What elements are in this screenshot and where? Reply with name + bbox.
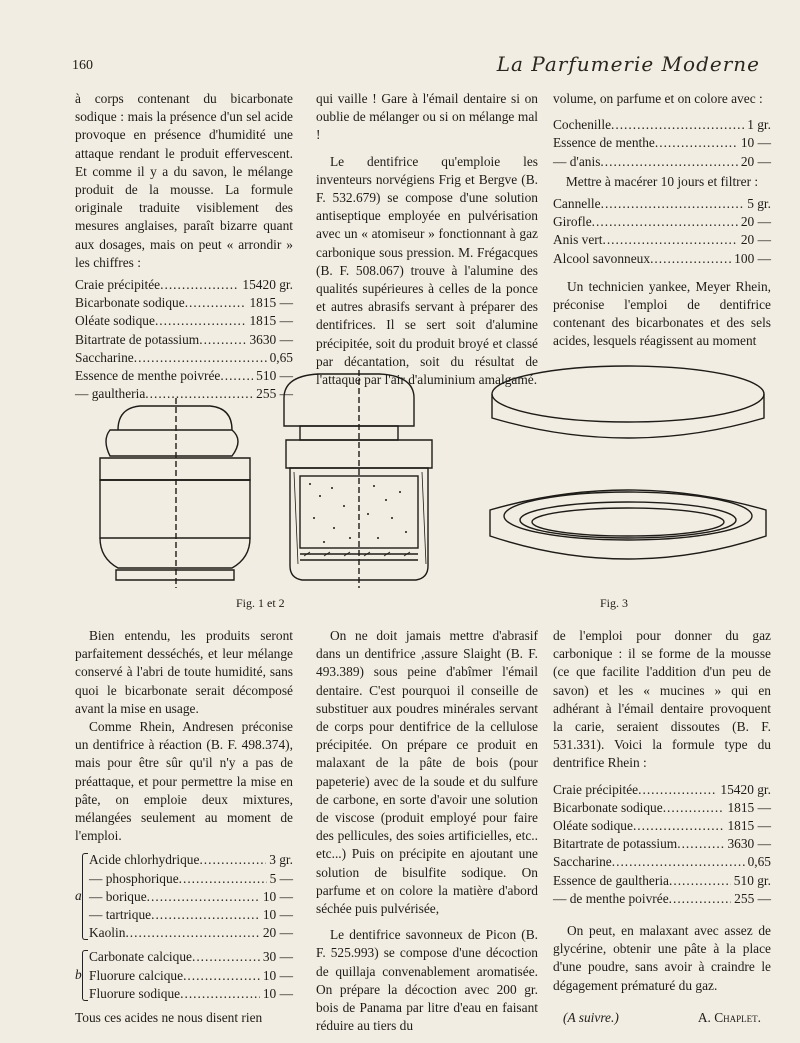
leader-dots bbox=[179, 870, 267, 888]
leader-dots bbox=[160, 276, 239, 294]
leader-dots bbox=[669, 890, 732, 908]
ingredient-amount: 30 — bbox=[262, 949, 293, 965]
paragraph: qui vaille ! Gare à l'émail dentaire si on oublie de mélanger ou si on mélange mal ! bbox=[316, 91, 538, 143]
journal-title: La Parfumerie Moderne bbox=[496, 52, 760, 76]
paragraph: Le dentifrice savonneux de Picon (B. F. 525.993) se compose d'une décoction de quillaja convenablement aromatisée. On prépare la décoction avec 200 gr. bois de Panama par litre d'eau en faisant réduire au tiers du bbox=[316, 927, 538, 1034]
ingredient-amount: 0,65 bbox=[269, 349, 293, 365]
column-2-bottom bbox=[316, 627, 538, 1035]
mixture-b bbox=[75, 948, 293, 1003]
leader-dots bbox=[185, 294, 247, 312]
figure-1-2-drawing bbox=[88, 368, 450, 590]
leader-dots bbox=[601, 195, 745, 213]
ingredient-amount: 1815 — bbox=[249, 313, 293, 329]
recipe-row bbox=[553, 835, 771, 853]
leader-dots bbox=[612, 853, 745, 871]
recipe-list bbox=[89, 851, 293, 942]
recipe-row bbox=[553, 853, 771, 871]
leader-dots bbox=[192, 948, 260, 966]
ingredient-amount: 15420 gr. bbox=[720, 781, 771, 797]
leader-dots bbox=[183, 967, 260, 985]
ingredient-amount: 10 — bbox=[740, 135, 771, 151]
ingredient-name: Saccharine bbox=[553, 854, 612, 870]
author: A. Chaplet. bbox=[697, 1009, 761, 1025]
ingredient-amount: 20 — bbox=[262, 925, 293, 941]
recipe-list bbox=[553, 781, 771, 908]
mixture-a bbox=[75, 851, 293, 942]
leader-dots bbox=[655, 134, 738, 152]
leader-dots bbox=[592, 213, 738, 231]
recipe-row bbox=[553, 817, 771, 835]
ingredient-amount: 15420 gr. bbox=[242, 277, 293, 293]
paragraph: à corps contenant du bicarbonate sodique : mais la présence d'un sel acide provoque en présence d'humidité une attaque rendant le produit effervescent. Et comme il y a du savon, le mélange produit de la mousse. La formule originale traduite visiblement des mesures anglaises, paraît bizarre quant aux dosages, mais on peut « arrondir » les chiffres : bbox=[75, 91, 293, 270]
leader-dots bbox=[199, 331, 246, 349]
figure-caption: Fig. 3 bbox=[600, 596, 629, 610]
leader-dots bbox=[180, 985, 260, 1003]
column-1-bottom bbox=[75, 627, 293, 1027]
ingredient-amount: 3 gr. bbox=[269, 852, 293, 868]
ingredient-name: Anis vert bbox=[553, 232, 603, 248]
ingredient-name: Bicarbonate sodique bbox=[553, 799, 663, 815]
recipe-list bbox=[553, 116, 771, 171]
paragraph: On peut, en malaxant avec assez de glycérine, obtenir une pâte à la place d'une poudre, sans avoir à craindre le dégagement prématuré du gaz. bbox=[553, 923, 771, 993]
ingredient-amount: 0,65 bbox=[747, 854, 771, 870]
ingredient-name: — gaultheria bbox=[75, 386, 146, 402]
ingredient-name: Oléate sodique bbox=[553, 818, 633, 834]
ingredient-amount: 20 — bbox=[740, 153, 771, 169]
ingredient-name: Essence de menthe bbox=[553, 135, 655, 151]
brace bbox=[82, 950, 88, 1001]
ingredient-name: Bitartrate de potassium bbox=[75, 331, 200, 347]
recipe-list bbox=[553, 195, 771, 268]
page-number: 160 bbox=[72, 58, 93, 73]
ingredient-name: Fluorure calcique bbox=[89, 967, 184, 983]
paragraph: Un technicien yankee, Meyer Rhein, préconise l'emploi de dentifrice contenant des bicarbonates et des sels acides, lesquels réagissent au moment bbox=[553, 278, 771, 349]
paragraph: Bien entendu, les produits seront parfaitement desséchés, et leur mélange conservé à l'abri de toute humidité, sans quoi le bicarbonate serait décomposé avant la mise en usage. bbox=[75, 628, 293, 716]
leader-dots bbox=[134, 349, 267, 367]
recipe-row bbox=[553, 213, 771, 231]
leader-dots bbox=[199, 851, 266, 869]
ingredient-amount: 5 gr. bbox=[747, 196, 771, 212]
ingredient-name: Kaolin bbox=[89, 925, 126, 941]
ingredient-name: Fluorure sodique bbox=[89, 985, 181, 1001]
ingredient-name: Acide chlorhydrique bbox=[89, 852, 200, 868]
leader-dots bbox=[611, 116, 744, 134]
ingredient-name: Saccharine bbox=[75, 349, 134, 365]
ingredient-name: — de menthe poivrée bbox=[553, 890, 669, 906]
ingredient-amount: 20 — bbox=[740, 214, 771, 230]
figure-caption: Fig. 1 et 2 bbox=[236, 596, 285, 610]
instruction-note: Mettre à macérer 10 jours et filtrer : bbox=[565, 173, 759, 189]
ingredient-name: Alcool savonneux bbox=[553, 250, 651, 266]
recipe-row bbox=[75, 276, 293, 294]
to-be-continued: (A suivre.) bbox=[563, 1009, 619, 1025]
ingredient-amount: 1815 — bbox=[727, 818, 771, 834]
recipe-row bbox=[553, 153, 771, 171]
signature-line bbox=[553, 1009, 771, 1027]
ingredient-amount: 1815 — bbox=[249, 295, 293, 311]
ingredient-amount: 20 — bbox=[740, 232, 771, 248]
recipe-row bbox=[89, 906, 293, 924]
paragraph: Comme Rhein, Andresen préconise un dentifrice à réaction (B. F. 498.374), mais pour être sûr qu'il n'y a pas de préattaque, et pour permettre la mise en pâte, on emploie deux mixtures, mélangées seulement au moment de l'emploi. bbox=[75, 719, 293, 844]
ingredient-amount: 1815 — bbox=[727, 799, 771, 815]
recipe-row bbox=[553, 781, 771, 799]
recipe-row bbox=[553, 134, 771, 152]
paragraph: de l'emploi pour donner du gaz carbonique : il se forme de la mousse (ce que facilite l'addition d'un peu de savon) et les « mucines » qui en adhérant à l'émail dentaire provoquent la carie, seraient dissoutes (B. F. 531.331). Voici la formule type du dentrifice Rhein : bbox=[553, 628, 771, 771]
leader-dots bbox=[638, 781, 717, 799]
recipe-row bbox=[75, 312, 293, 330]
ingredient-amount: 3630 — bbox=[249, 331, 293, 347]
leader-dots bbox=[633, 817, 725, 835]
group-letter: b bbox=[75, 967, 82, 983]
recipe-row bbox=[75, 331, 293, 349]
recipe-row bbox=[89, 851, 293, 869]
recipe-row bbox=[553, 890, 771, 908]
ingredient-amount: 255 — bbox=[734, 890, 771, 906]
column-1-top bbox=[75, 90, 293, 405]
ingredient-name: Craie précipitée bbox=[75, 277, 161, 293]
recipe-row bbox=[89, 967, 293, 985]
ingredient-amount: 510 gr. bbox=[733, 872, 771, 888]
paragraph: volume, on parfume et on colore avec : bbox=[553, 91, 763, 106]
ingredient-name: — d'anis bbox=[553, 153, 601, 169]
column-3-top bbox=[553, 90, 771, 351]
ingredient-amount: 10 — bbox=[262, 967, 293, 983]
recipe-row bbox=[553, 799, 771, 817]
leader-dots bbox=[669, 872, 731, 890]
ingredient-amount: 10 — bbox=[262, 888, 293, 904]
ingredient-amount: 5 — bbox=[269, 870, 293, 886]
recipe-list bbox=[89, 948, 293, 1003]
column-2-top bbox=[316, 90, 538, 389]
paragraph: On ne doit jamais mettre d'abrasif dans un dentifrice ,assure Slaight (B. F. 493.389) sous peine d'abîmer l'émail dentaire. C'est pourquoi il conseille de substituer aux poudres minérales servant de corps pour dentifrice de la cellulose précipitée. On prépare ce produit en malaxant de la pâte de bois (pour papeterie) avec de la soude et du sulfure de carbone, en sorte d'avoir une solution de viscose (produit employé pour faire des pellicules, des soies artificielles, etc.. etc...) Puis on précipite en ajoutant une solution de bisulfite sodique. On parfume et on colore la matière d'abord séchée puis pulvérisée, bbox=[316, 628, 538, 917]
recipe-row bbox=[553, 872, 771, 890]
ingredient-name: Cochenille bbox=[553, 117, 612, 133]
recipe-row bbox=[89, 985, 293, 1003]
ingredient-amount: 1 gr. bbox=[747, 117, 771, 133]
recipe-row bbox=[89, 924, 293, 942]
leader-dots bbox=[147, 888, 260, 906]
column-3-bottom bbox=[553, 627, 771, 1027]
leader-dots bbox=[151, 906, 260, 924]
ingredient-amount: 10 — bbox=[262, 985, 293, 1001]
leader-dots bbox=[663, 799, 725, 817]
ingredient-amount: 100 — bbox=[734, 250, 771, 266]
leader-dots bbox=[600, 153, 737, 171]
paragraph: Tous ces acides ne nous disent rien bbox=[75, 1010, 263, 1026]
recipe-row bbox=[89, 870, 293, 888]
ingredient-name: Cannelle bbox=[553, 196, 601, 212]
leader-dots bbox=[602, 231, 737, 249]
leader-dots bbox=[125, 924, 259, 942]
recipe-row bbox=[553, 195, 771, 213]
ingredient-amount: 510 — bbox=[256, 368, 293, 384]
ingredient-name: Oléate sodique bbox=[75, 313, 155, 329]
leader-dots bbox=[677, 835, 724, 853]
recipe-row bbox=[75, 349, 293, 367]
ingredient-name: Bicarbonate sodique bbox=[75, 295, 185, 311]
leader-dots bbox=[650, 250, 731, 268]
recipe-row bbox=[553, 231, 771, 249]
ingredient-amount: 3630 — bbox=[727, 836, 771, 852]
ingredient-name: — borique bbox=[89, 888, 147, 904]
ingredient-name: Girofle bbox=[553, 214, 592, 230]
ingredient-amount: 10 — bbox=[262, 907, 293, 923]
figure-3-drawing bbox=[478, 360, 778, 592]
ingredient-name: Essence de menthe poivrée bbox=[75, 368, 221, 384]
recipe-row bbox=[553, 250, 771, 268]
group-letter: a bbox=[75, 888, 82, 904]
ingredient-name: Bitartrate de potassium bbox=[553, 836, 678, 852]
ingredient-name: — phosphorique bbox=[89, 870, 179, 886]
paragraph: Le dentifrice qu'emploie les inventeurs norvégiens Frig et Bergve (B. F. 532.679) se compose d'une solution antiseptique employée en pulvérisation avec un « atomiseur » fonctionnant à gaz carbonique sous pression. M. Frégacques (B. F. 508.067) trouve à l'alumine des qualités supérieures à celles de la ponce et autres abrasifs servant à préparer des dentifrices. Il se sert soit d'alumine précipitée, soit du produit broyé et classé par décantation, soit du résultat de l'attaque par l'air d'aluminium amalgamé. bbox=[316, 153, 538, 388]
ingredient-name: — tartrique bbox=[89, 907, 152, 923]
recipe-row bbox=[89, 948, 293, 966]
ingredient-name: Carbonate calcique bbox=[89, 949, 192, 965]
ingredient-amount: 255 — bbox=[256, 386, 293, 402]
brace bbox=[82, 853, 88, 940]
leader-dots bbox=[155, 312, 247, 330]
recipe-row bbox=[75, 294, 293, 312]
ingredient-name: Essence de gaultheria bbox=[553, 872, 669, 888]
ingredient-name: Craie précipitée bbox=[553, 781, 639, 797]
recipe-row bbox=[553, 116, 771, 134]
recipe-row bbox=[89, 888, 293, 906]
